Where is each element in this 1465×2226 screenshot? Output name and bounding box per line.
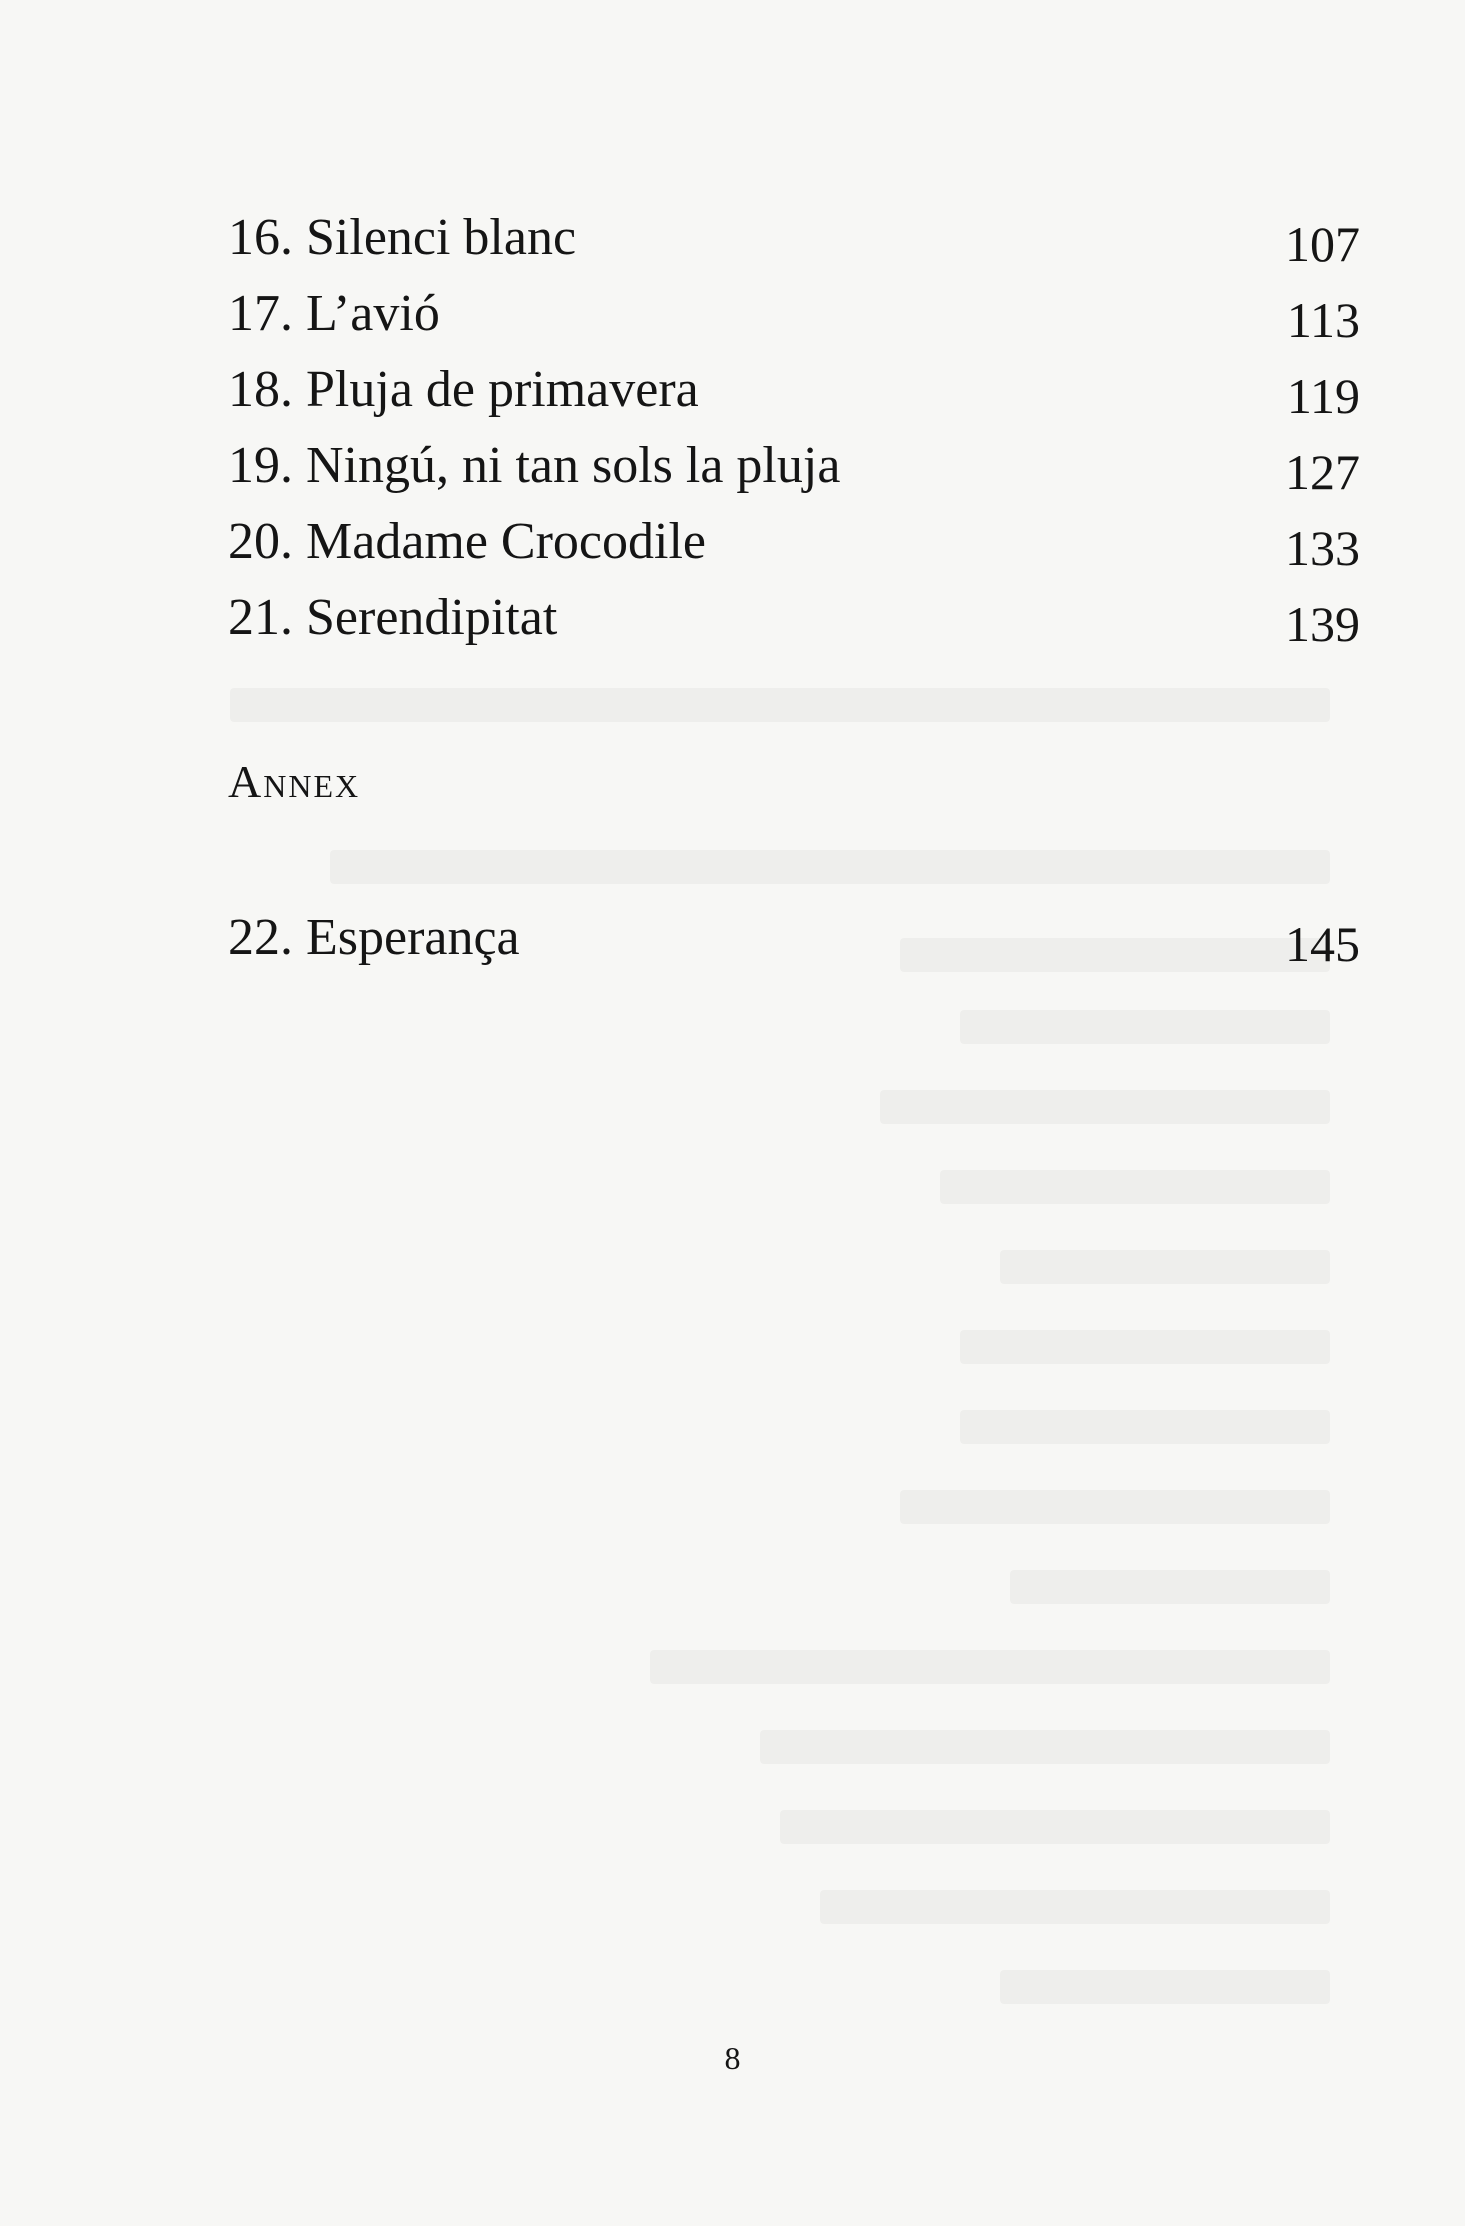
toc-entry-title: 16. Silenci blanc bbox=[228, 209, 577, 266]
toc-entry[interactable] bbox=[228, 504, 1360, 580]
toc-entry-title: 17. L’avió bbox=[228, 285, 440, 342]
toc-entry[interactable] bbox=[228, 580, 1360, 656]
toc-entry-page: 145 bbox=[1285, 916, 1360, 972]
toc-entry-title: 22. Esperança bbox=[228, 909, 520, 966]
toc-entry[interactable] bbox=[228, 276, 1360, 352]
toc-entry-title: 19. Ningú, ni tan sols la pluja bbox=[228, 437, 841, 494]
toc-entry-page: 139 bbox=[1285, 596, 1360, 652]
toc-entry[interactable] bbox=[228, 428, 1360, 504]
toc-entry-title: 18. Pluja de primavera bbox=[228, 361, 699, 418]
toc-entry-page: 127 bbox=[1285, 444, 1360, 500]
toc-entry-title: 21. Serendipitat bbox=[228, 589, 558, 646]
toc-entry[interactable] bbox=[228, 900, 1360, 976]
toc-entry-page: 119 bbox=[1286, 368, 1360, 424]
toc-entry-page: 133 bbox=[1285, 520, 1360, 576]
toc-entry[interactable] bbox=[228, 200, 1360, 276]
toc-entry-page: 107 bbox=[1285, 216, 1360, 272]
page-number: 8 bbox=[724, 2040, 741, 2076]
annex-heading: Annex bbox=[228, 756, 361, 807]
table-of-contents bbox=[228, 200, 1360, 656]
toc-entry-page: 113 bbox=[1286, 292, 1360, 348]
toc-entry[interactable] bbox=[228, 352, 1360, 428]
toc-entry-title: 20. Madame Crocodile bbox=[228, 513, 706, 570]
annex-contents bbox=[228, 900, 1360, 976]
